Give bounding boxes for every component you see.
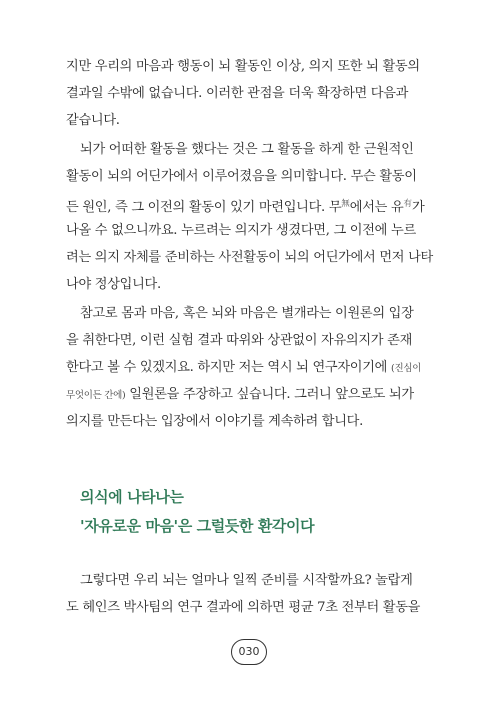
text-segment: 에서는 유 — [349, 200, 404, 215]
section-heading-line2: '자유로운 마음'은 그럴듯한 환각이다 — [80, 517, 315, 535]
hanja-annotation: 有 — [403, 199, 412, 209]
body-text-line: 참고로 몸과 마음, 혹은 뇌와 마음은 별개라는 이원론의 입장 — [80, 306, 414, 321]
body-text-line — [66, 386, 436, 405]
text-segment: 일원론을 주장하고 싶습니다. 그러니 앞으로도 뇌가 — [129, 387, 414, 402]
body-text-line — [66, 359, 436, 378]
inline-note: (진심이 — [391, 363, 422, 374]
body-text-line: 같습니다. — [66, 113, 120, 128]
text-segment: 든 원인, 즉 그 이전의 활동이 있기 마련입니다. 무 — [66, 200, 342, 215]
text-segment: 한다고 볼 수 있겠지요. 하지만 저는 역시 뇌 연구자이기에 — [66, 360, 388, 375]
body-text-line — [66, 195, 436, 217]
page-number: 030 — [231, 639, 267, 665]
hanja-annotation: 無 — [341, 199, 350, 209]
section-heading-line1: 의식에 나타나는 — [80, 488, 184, 506]
body-text-line: 나올 수 없으니까요. 누르려는 의지가 생겼다면, 그 이전에 누르 — [66, 223, 416, 238]
body-text-line: 을 취한다면, 이런 실험 결과 따위와 상관없이 자유의지가 존재 — [66, 333, 413, 348]
body-text-line: 지만 우리의 마음과 행동이 뇌 활동인 이상, 의지 또한 뇌 활동의 — [66, 59, 420, 74]
body-text-line: 뇌가 어떠한 활동을 했다는 것은 그 활동을 하게 한 근원적인 — [80, 142, 414, 157]
body-text-line: 활동이 뇌의 어딘가에서 이루어졌음을 의미합니다. 무슨 활동이 — [66, 169, 417, 184]
body-text-line: 나야 정상입니다. — [66, 277, 161, 292]
body-text-line: 려는 의지 자체를 준비하는 사전활동이 뇌의 어딘가에서 먼저 나타 — [66, 250, 433, 265]
body-text-line: 도 헤인즈 박사팀의 연구 결과에 의하면 평균 7초 전부터 활동을 — [66, 600, 421, 615]
body-text-line: 그렇다면 우리 뇌는 얼마나 일찍 준비를 시작할까요? 놀랍게 — [80, 573, 413, 588]
body-text-line: 의지를 만든다는 입장에서 이야기를 계속하려 합니다. — [66, 414, 364, 429]
text-segment: 가 — [411, 200, 425, 215]
inline-note: 무엇이든 간에) — [66, 390, 126, 401]
body-text-line: 결과일 수밖에 없습니다. 이러한 관점을 더욱 확장하면 다음과 — [66, 86, 409, 101]
